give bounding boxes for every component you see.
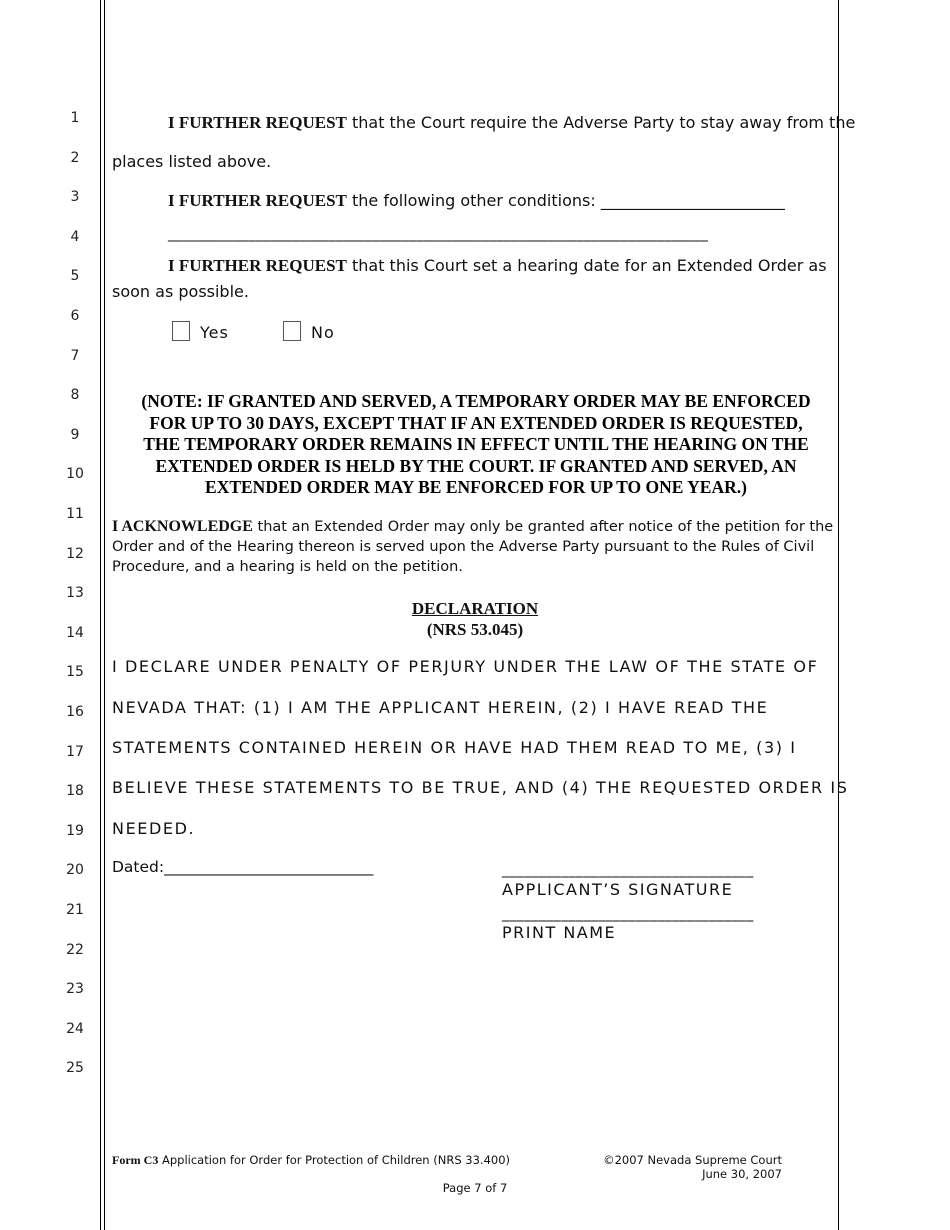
line-number: 13 — [66, 585, 84, 602]
acknowledge-bold: I ACKNOWLEDGE — [112, 518, 253, 535]
request-3-line-1 — [168, 256, 827, 276]
declaration-title: DECLARATION — [411, 599, 539, 618]
request-2-bold: I FURTHER REQUEST — [168, 191, 347, 210]
footer-form-title — [112, 1153, 510, 1168]
line-number: 9 — [70, 426, 80, 443]
acknowledgement — [112, 517, 832, 577]
footer-page-number: Page 7 of 7 — [442, 1181, 508, 1195]
line-number: 5 — [70, 268, 80, 285]
left-margin-rule-outer — [100, 0, 101, 1230]
print-name-label: PRINT NAME — [502, 923, 617, 942]
line-number: 3 — [70, 189, 80, 206]
left-margin-rule-inner — [104, 0, 105, 1230]
note-line: THE TEMPORARY ORDER REMAINS IN EFFECT UNTIL THE HEARING ON THE — [143, 434, 809, 454]
note-line: EXTENDED ORDER MAY BE ENFORCED FOR UP TO ONE YEAR.) — [205, 477, 747, 497]
line-number: 21 — [66, 902, 84, 918]
request-2-line-1 — [168, 191, 785, 211]
note-line: FOR UP TO 30 DAYS, EXCEPT THAT IF AN EXTENDED ORDER IS REQUESTED, — [149, 412, 803, 433]
yes-checkbox[interactable] — [172, 321, 190, 341]
line-number: 14 — [66, 624, 84, 641]
line-number: 7 — [70, 347, 80, 364]
line-number: 19 — [66, 822, 84, 839]
line-number: 16 — [66, 704, 84, 720]
acknowledge-line-2: Order and of the Hearing thereon is served upon the Adverse Party pursuant to the Rules of Civil — [112, 539, 815, 555]
no-option[interactable] — [283, 321, 335, 342]
line-number: 12 — [66, 545, 84, 562]
temporary-order-note — [112, 391, 840, 499]
line-number: 4 — [70, 228, 80, 245]
footer-form-name: Application for Order for Protection of Children (NRS 33.400) — [158, 1153, 511, 1167]
acknowledge-line-3: Procedure, and a hearing is held on the petition. — [112, 559, 463, 575]
yes-label: Yes — [200, 323, 229, 342]
request-3-text: that this Court set a hearing date for an Extended Order as — [346, 256, 827, 275]
no-label: No — [311, 323, 335, 342]
yes-option[interactable] — [172, 321, 229, 342]
footer-copyright: ©2007 Nevada Supreme Court — [603, 1153, 782, 1167]
line-number: 1 — [70, 110, 80, 126]
request-3-bold: I FURTHER REQUEST — [168, 256, 347, 275]
request-1-bold: I FURTHER REQUEST — [168, 113, 347, 132]
declaration-line: BELIEVE THESE STATEMENTS TO BE TRUE, AND (4) THE REQUESTED ORDER IS — [112, 778, 849, 797]
note-line: (NOTE: IF GRANTED AND SERVED, A TEMPORARY ORDER MAY BE ENFORCED — [141, 391, 811, 411]
applicant-signature-label: APPLICANT’S SIGNATURE — [502, 880, 734, 899]
request-1-text: that the Court require the Adverse Party to stay away from the — [346, 113, 856, 132]
dated-field[interactable]: Dated:___________________________ — [112, 858, 374, 876]
note-line: EXTENDED ORDER IS HELD BY THE COURT. IF GRANTED AND SERVED, AN — [155, 455, 797, 476]
declaration-line: NEEDED. — [112, 819, 196, 838]
line-number: 25 — [66, 1060, 84, 1077]
line-number: 15 — [66, 664, 84, 681]
declaration-line: STATEMENTS CONTAINED HEREIN OR HAVE HAD THEM READ TO ME, (3) I — [112, 738, 797, 757]
applicant-signature-line[interactable]: __________________________________ — [502, 862, 754, 878]
line-number: 24 — [66, 1020, 84, 1037]
declaration-line: NEVADA THAT: (1) I AM THE APPLICANT HEREIN, (2) I HAVE READ THE — [112, 698, 769, 717]
declaration-line: I DECLARE UNDER PENALTY OF PERJURY UNDER THE LAW OF THE STATE OF — [112, 657, 819, 676]
request-3-line-2: soon as possible. — [112, 282, 249, 301]
footer-form-id: Form C3 — [112, 1153, 159, 1167]
line-number: 23 — [66, 981, 84, 998]
request-2-conditions-line: __________________________________________________________________________ — [168, 226, 709, 242]
request-1-line-2: places listed above. — [112, 152, 272, 171]
line-number: 22 — [66, 941, 84, 958]
line-number: 17 — [66, 743, 84, 760]
right-margin-rule — [838, 0, 839, 1230]
no-checkbox[interactable] — [283, 321, 301, 341]
request-2-text: the following other conditions: _______________________ — [346, 191, 785, 210]
line-number: 11 — [66, 506, 84, 522]
line-number: 18 — [66, 783, 84, 800]
line-number: 10 — [66, 466, 84, 483]
footer-date: June 30, 2007 — [702, 1167, 782, 1181]
line-number: 8 — [70, 387, 80, 404]
line-number: 6 — [70, 308, 80, 324]
request-1-line-1 — [168, 113, 855, 133]
line-number: 20 — [66, 862, 84, 879]
declaration-subtitle: (NRS 53.045) — [426, 620, 524, 639]
acknowledge-line-1: that an Extended Order may only be granted after notice of the petition for the — [252, 519, 834, 535]
line-number: 2 — [70, 149, 80, 166]
print-name-line[interactable]: __________________________________ — [502, 906, 754, 922]
